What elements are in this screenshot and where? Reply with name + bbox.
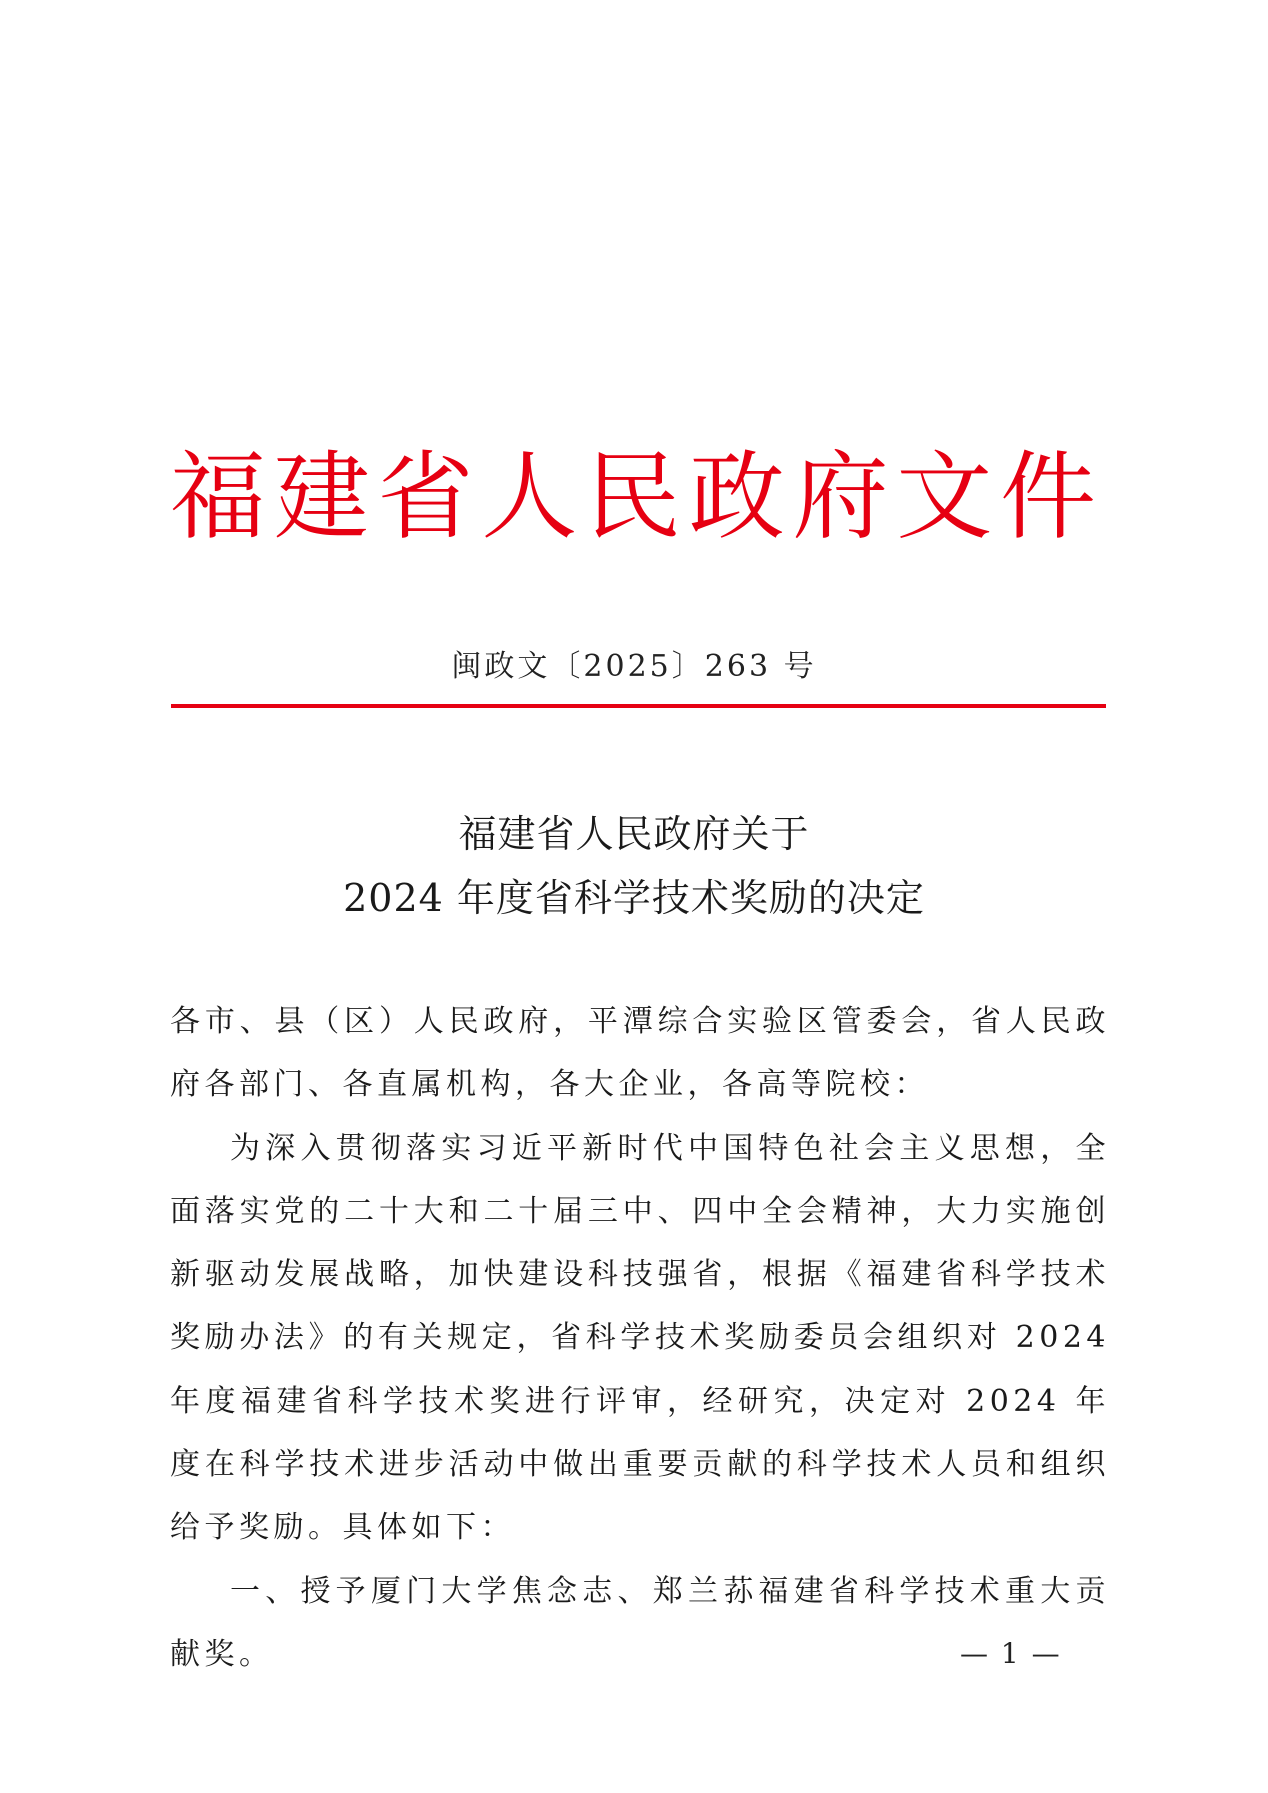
red-divider-line [171,704,1106,708]
document-title-line-1: 福建省人民政府关于 [458,812,810,856]
addressee-paragraph: 各市、县（区）人民政府，平潭综合实验区管委会，省人民政府各部门、各直属机构，各大企业，各高等院校： [170,1004,1110,1103]
body-paragraph: 为深入贯彻落实习近平新时代中国特色社会主义思想，全面落实党的二十大和二十届三中、四中全会精神，大力实施创新驱动发展战略，加快建设科技强省，根据《福建省科学技术奖励办法》的有关规定，省科学技术奖励委员会组织对 2024 年度福建省科学技术奖进行评审，经研究，决定对 2024 年度在科学技术进步活动中做出重要贡献的科学技术人员和组织给予奖励。具体如下： [170,1130,1110,1546]
document-body [170,990,1110,1686]
page-number: — 1 — [960,1637,1062,1670]
document-title-line-2: 2024 年度省科学技术奖励的决定 [343,876,925,920]
body-paragraph: 一、授予厦门大学焦念志、郑兰荪福建省科学技术重大贡献奖。 [170,1573,1110,1672]
document-number: 闽政文〔2025〕263 号 [451,649,817,684]
document-masthead: 福建省人民政府文件 [170,441,1098,553]
